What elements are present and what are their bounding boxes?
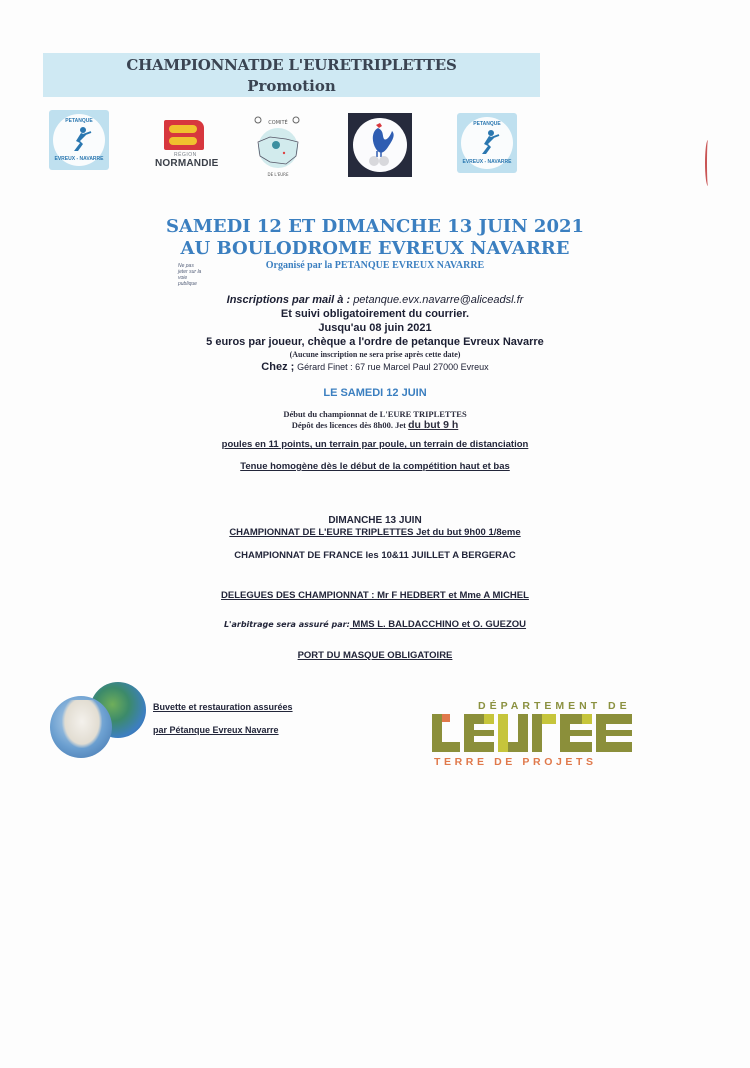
registration-fee: 5 euros par joueur, chèque a l'ordre de petanque Evreux Navarre bbox=[206, 336, 544, 348]
eure-tagline: TERRE DE PROJETS bbox=[434, 756, 597, 768]
header-banner bbox=[43, 53, 540, 97]
registration-fee-note: (Aucune inscription ne sera prise après cette date) bbox=[289, 350, 461, 359]
petanque-player-icon bbox=[474, 129, 502, 157]
saturday-line1: Début du championnat de L'EURE TRIPLETTES bbox=[283, 409, 467, 419]
event-venue: AU BOULODROME EVREUX NAVARRE bbox=[180, 238, 570, 259]
globe-logo bbox=[48, 680, 148, 760]
mask-notice: PORT DU MASQUE OBLIGATOIRE bbox=[297, 650, 453, 661]
rooster-icon bbox=[362, 123, 398, 167]
buvette-line2: par Pétanque Evreux Navarre bbox=[153, 725, 279, 735]
registration-address-line: Chez ; Gérard Finet : 67 rue Marcel Paul 27000 Evreux bbox=[261, 361, 489, 373]
eure-department-label: DÉPARTEMENT DE bbox=[478, 700, 631, 712]
region-normandie-logo: RÉGION NORMANDIE bbox=[160, 120, 220, 170]
document-title: CHAMPIONNATDE L'EURETRIPLETTES bbox=[126, 56, 457, 74]
saturday-line2: Dépôt des licences dès 8h00. Jet du but 9 h bbox=[291, 419, 459, 431]
svg-text:DE L'EURE: DE L'EURE bbox=[267, 172, 289, 177]
eure-wordmark bbox=[432, 714, 632, 752]
event-dates: SAMEDI 12 ET DIMANCHE 13 JUIN 2021 bbox=[165, 216, 585, 237]
buvette-line1: Buvette et restauration assurées bbox=[153, 702, 293, 712]
event-organizer: Organisé par la PETANQUE EVREUX NAVARRE bbox=[265, 260, 485, 271]
svg-text:COMITÉ: COMITÉ bbox=[268, 120, 288, 126]
registration-deadline: Jusqu'au 08 juin 2021 bbox=[318, 322, 432, 334]
sunday-line1: CHAMPIONNAT DE L'EURE TRIPLETTES Jet du but 9h00 1/8eme bbox=[229, 527, 521, 538]
document-subtitle: Promotion bbox=[247, 77, 336, 95]
france-championship: CHAMPIONNAT DE FRANCE les 10&11 JUILLET A BERGERAC bbox=[234, 550, 516, 561]
ffpjp-logo bbox=[348, 113, 412, 177]
saturday-pools: poules en 11 points, un terrain par poule, un terrain de distanciation bbox=[221, 439, 529, 450]
petanque-evreux-navarre-logo-2: PETANQUE EVREUX - NAVARRE bbox=[457, 113, 517, 173]
saturday-heading: LE SAMEDI 12 JUIN bbox=[323, 387, 427, 399]
scan-edge-mark bbox=[705, 140, 711, 186]
registration-address: Gérard Finet : 67 rue Marcel Paul 27000 Evreux bbox=[297, 362, 489, 372]
sunday-heading: DIMANCHE 13 JUIN bbox=[328, 515, 422, 526]
comite-eure-map-icon bbox=[250, 112, 306, 182]
registration-mail-line: Inscriptions par mail à : petanque.evx.navarre@aliceadsl.fr bbox=[226, 294, 524, 306]
saturday-dress-code: Tenue homogène dès le début de la compétition haut et bas bbox=[240, 461, 510, 472]
referee-names: MMS L. BALDACCHINO et O. GUEZOU bbox=[349, 619, 527, 630]
comite-eure-logo bbox=[250, 112, 306, 182]
atlas-figure-icon bbox=[62, 700, 102, 748]
registration-email[interactable]: petanque.evx.navarre@aliceadsl.fr bbox=[353, 294, 524, 306]
championship-delegates: DELEGUES DES CHAMPIONNAT : Mr F HEDBERT et Mme A MICHEL bbox=[221, 590, 529, 601]
normandie-flag-icon bbox=[164, 120, 204, 150]
registration-follow-up: Et suivi obligatoirement du courrier. bbox=[280, 308, 470, 320]
litter-note: Ne pas jeter sur la voie publique bbox=[178, 263, 202, 287]
referee-line: L'arbitrage sera assuré par: MMS L. BALDACCHINO et O. GUEZOU bbox=[223, 619, 527, 630]
petanque-player-icon bbox=[66, 126, 94, 154]
petanque-evreux-navarre-logo: PETANQUE EVREUX - NAVARRE bbox=[49, 110, 109, 170]
